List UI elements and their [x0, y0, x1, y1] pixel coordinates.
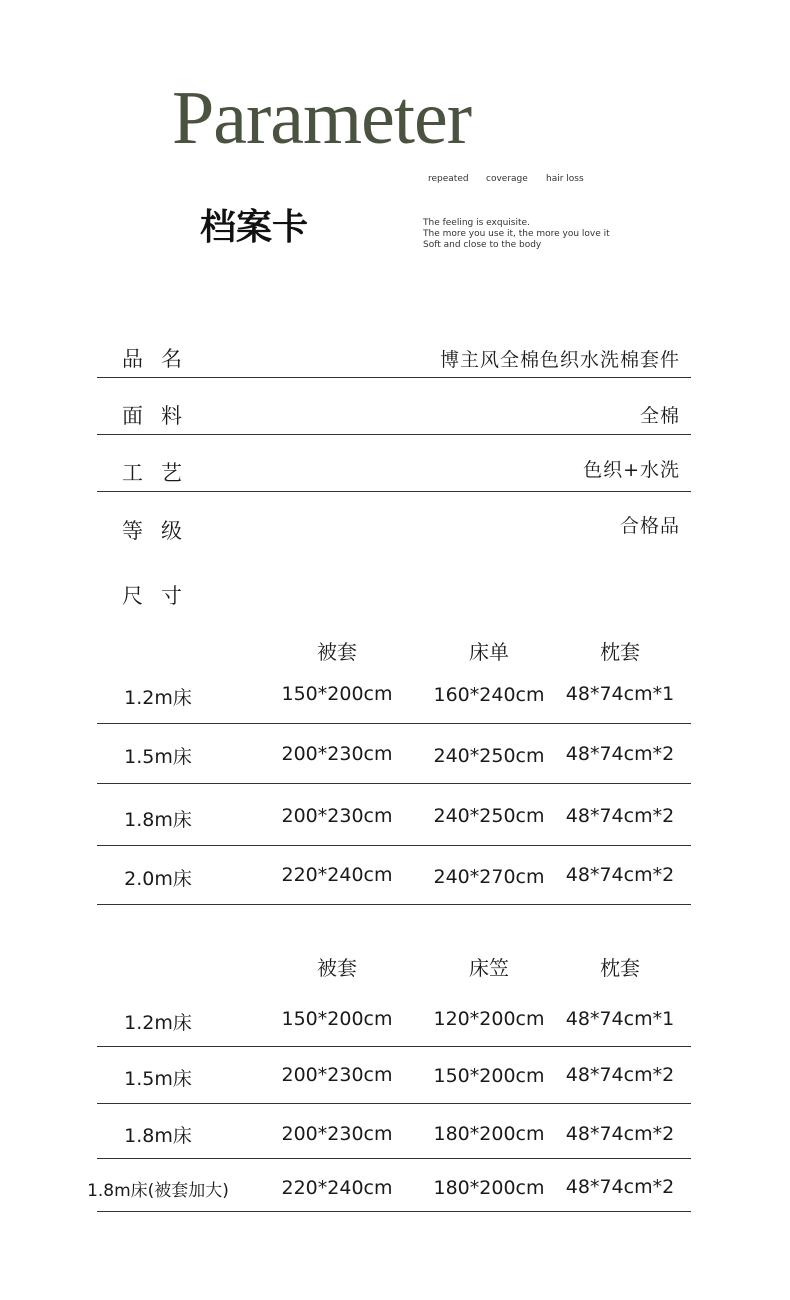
blurb-line: The feeling is exquisite.	[423, 218, 530, 228]
divider	[97, 491, 691, 492]
divider	[97, 723, 691, 724]
table-cell: 240*250cm	[433, 805, 545, 827]
tag-hair-loss: hair loss	[546, 174, 584, 184]
table-cell: 48*74cm*1	[565, 1008, 675, 1030]
table-header: 枕套	[600, 956, 640, 980]
table-cell: 48*74cm*2	[565, 743, 675, 765]
tag-coverage: coverage	[486, 174, 528, 184]
table-header: 被套	[317, 956, 357, 980]
table-cell: 150*200cm	[281, 683, 393, 705]
table-cell: 1.8m床	[124, 809, 192, 831]
table-cell: 200*230cm	[281, 743, 393, 765]
table-cell: 180*200cm	[433, 1177, 545, 1199]
table-cell: 1.5m床	[124, 1068, 192, 1090]
table-cell: 180*200cm	[433, 1123, 545, 1145]
divider	[97, 1158, 691, 1159]
divider	[97, 377, 691, 378]
blurb-line: The more you use it, the more you love it	[423, 229, 610, 239]
divider	[97, 1103, 691, 1104]
table-cell: 240*270cm	[433, 866, 545, 888]
table-cell: 1.5m床	[124, 746, 192, 768]
table-cell: 160*240cm	[433, 684, 545, 706]
spec-value-grade: 合格品	[619, 515, 680, 537]
table-cell: 200*230cm	[281, 1064, 393, 1086]
divider	[97, 904, 691, 905]
table-cell: 240*250cm	[433, 745, 545, 767]
table-cell: 120*200cm	[433, 1008, 545, 1030]
divider	[97, 783, 691, 784]
table-cell: 200*230cm	[281, 805, 393, 827]
spec-label-fabric: 面料	[122, 404, 200, 428]
spec-value-fabric: 全棉	[639, 405, 680, 427]
subtitle: 档案卡	[200, 207, 309, 248]
divider	[97, 1211, 691, 1212]
table-cell: 1.8m床	[124, 1125, 192, 1147]
divider	[97, 845, 691, 846]
table-cell: 200*230cm	[281, 1123, 393, 1145]
page-title: Parameter	[172, 76, 472, 160]
spec-value-name: 博主风全棉色织水洗棉套件	[439, 349, 680, 371]
blurb	[423, 218, 610, 251]
table-cell: 1.2m床	[124, 1012, 192, 1034]
spec-label-grade: 等级	[122, 519, 200, 543]
table-cell: 2.0m床	[124, 868, 192, 890]
table-cell: 48*74cm*2	[565, 1176, 675, 1198]
table-header: 被套	[317, 640, 357, 664]
tag-repeated: repeated	[428, 174, 469, 184]
table-cell: 1.8m床(被套加大)	[87, 1181, 229, 1201]
table-header: 床单	[469, 640, 509, 664]
table-cell: 48*74cm*2	[565, 805, 675, 827]
table-header: 床笠	[469, 956, 509, 980]
spec-label-process: 工艺	[122, 461, 200, 485]
divider	[97, 434, 691, 435]
table-cell: 220*240cm	[281, 864, 393, 886]
table-cell: 150*200cm	[281, 1008, 393, 1030]
spec-value-process: 色织+水洗	[583, 459, 680, 481]
size-label: 尺寸	[122, 584, 200, 608]
table-cell: 220*240cm	[281, 1177, 393, 1199]
table-header: 枕套	[600, 640, 640, 664]
table-cell: 150*200cm	[433, 1065, 545, 1087]
table-cell: 48*74cm*2	[565, 1064, 675, 1086]
divider	[97, 1046, 691, 1047]
spec-label-name: 品名	[122, 347, 200, 371]
table-cell: 48*74cm*2	[565, 864, 675, 886]
table-cell: 48*74cm*2	[565, 1123, 675, 1145]
table-cell: 1.2m床	[124, 687, 192, 709]
table-cell: 48*74cm*1	[565, 683, 675, 705]
blurb-line: Soft and close to the body	[423, 240, 542, 250]
